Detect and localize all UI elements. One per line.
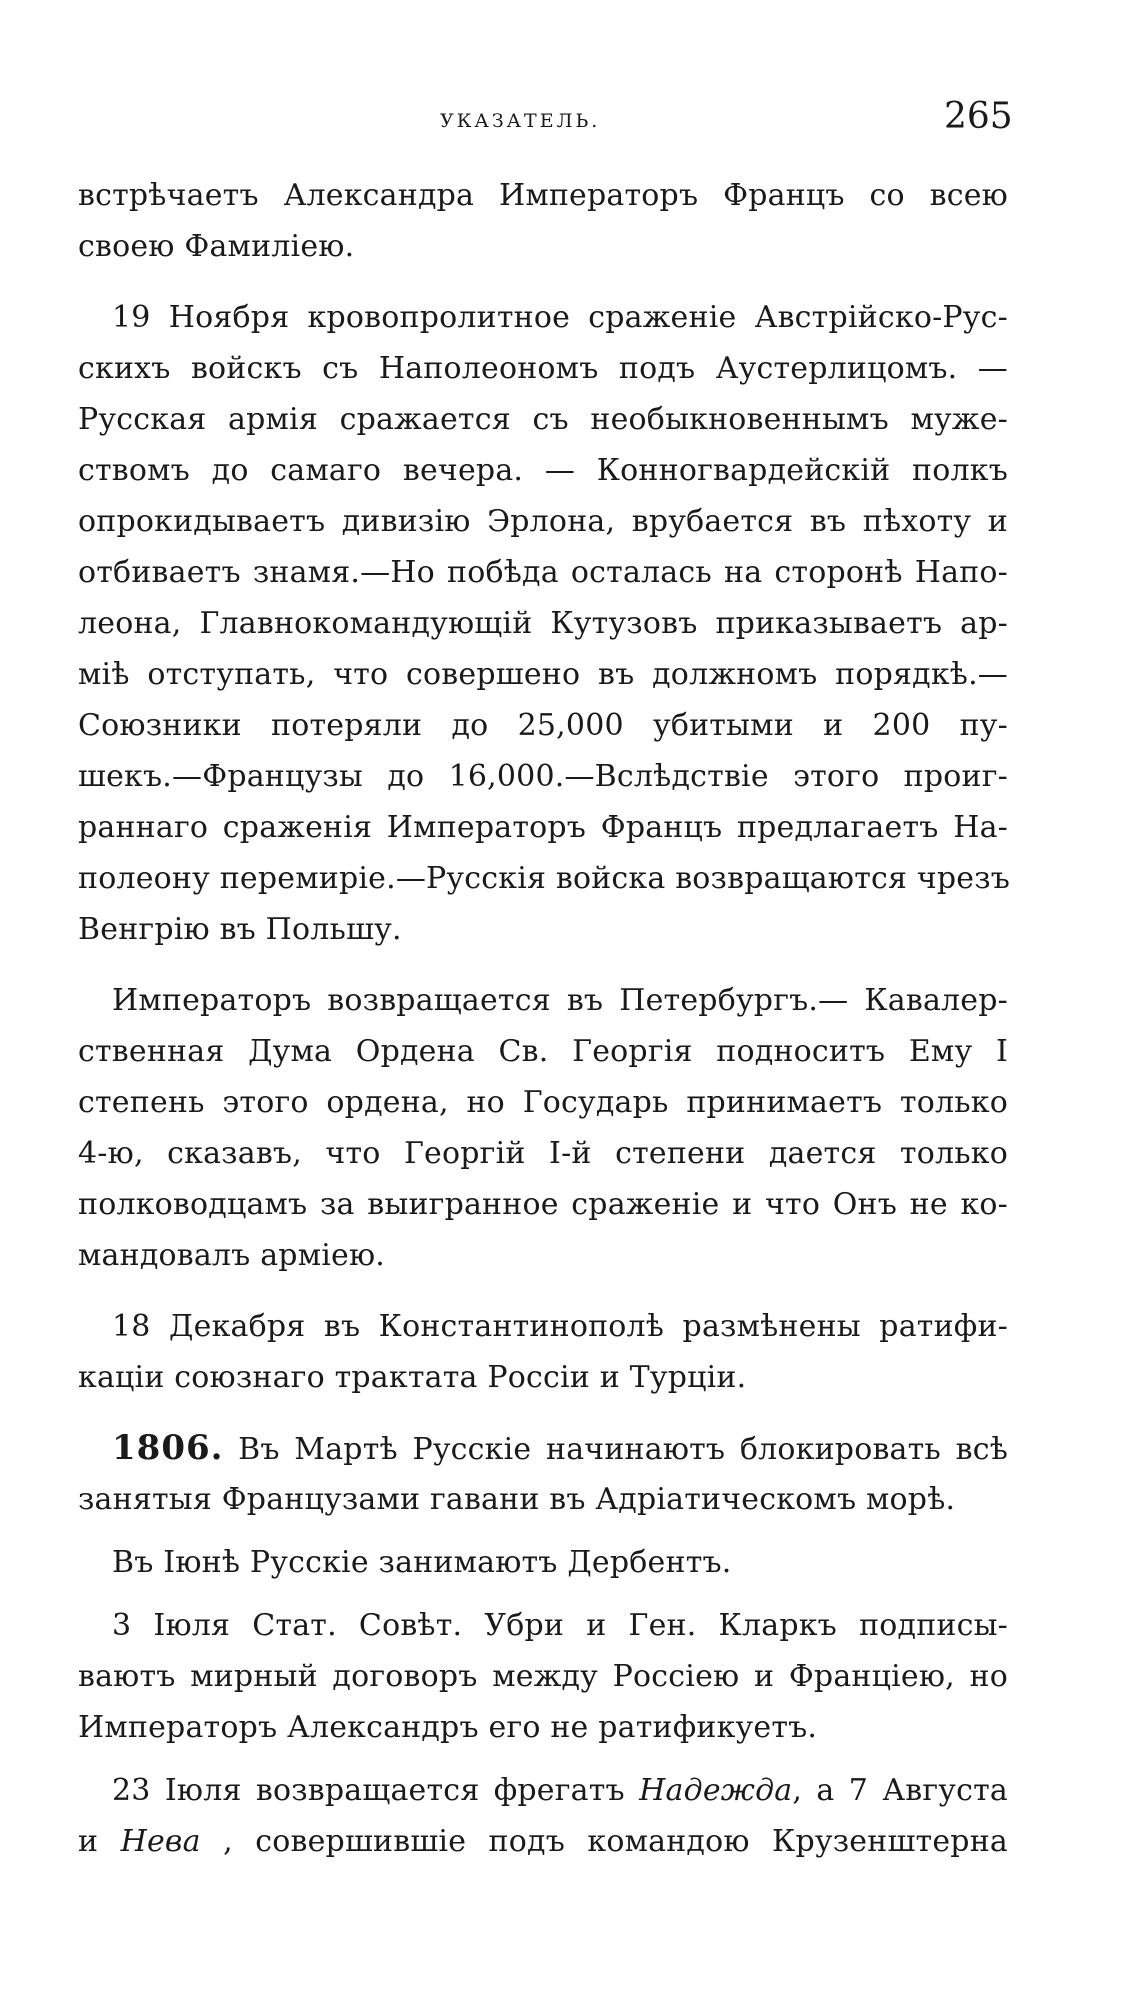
ship-name: Нева bbox=[120, 1824, 201, 1859]
text-line: полководцамъ за выигранное сраженіе и что Онъ не ко- bbox=[78, 1187, 1008, 1222]
text-line: 19 Ноября кровопролитное сраженіе Австрійско-Рус- bbox=[112, 300, 1008, 335]
text-line: своею Фамиліею. bbox=[78, 229, 355, 264]
text-line: Союзники потеряли до 25,000 убитыми и 200 пу- bbox=[78, 708, 1008, 743]
body-text bbox=[78, 170, 1011, 1867]
text-line: Императоръ Александръ его не ратификуетъ. bbox=[78, 1710, 818, 1745]
paragraph bbox=[78, 292, 1011, 955]
text-line: леона, Главнокомандующій Кутузовъ приказываетъ ар- bbox=[78, 606, 1008, 641]
text-line: полеону перемиріе.—Русскія войска возвращаются чрезъ bbox=[78, 861, 1011, 896]
ship-name: Надежда bbox=[639, 1773, 793, 1808]
text-line bbox=[78, 1816, 1008, 1867]
year-heading: 1806. bbox=[112, 1428, 224, 1468]
text-line: скихъ войскъ съ Наполеономъ подъ Аустерлицомъ. — bbox=[78, 351, 1008, 386]
text-fragment: и bbox=[78, 1824, 99, 1859]
running-title: УКАЗАТЕЛЬ. bbox=[440, 110, 601, 132]
paragraph bbox=[78, 1301, 1008, 1403]
text-fragment: , совершившіе подъ командою Крузенштерна bbox=[223, 1824, 1008, 1859]
text-line: каціи союзнаго трактата Россіи и Турціи. bbox=[78, 1360, 747, 1395]
text-line bbox=[78, 1765, 1008, 1816]
text-line: 4-ю, сказавъ, что Георгій I-й степени дается только bbox=[78, 1136, 1008, 1171]
text-line: встрѣчаетъ Александра Императоръ Францъ со всею bbox=[78, 178, 1008, 213]
text-line: степень этого ордена, но Государь принимаетъ только bbox=[78, 1085, 1008, 1120]
page-number: 265 bbox=[944, 96, 1013, 137]
paragraph bbox=[78, 1537, 1008, 1588]
paragraph bbox=[78, 1423, 1008, 1525]
paragraph bbox=[78, 1600, 1008, 1753]
text-line: занятыя Французами гавани въ Адріатическомъ морѣ. bbox=[78, 1482, 956, 1517]
text-line: 3 Іюля Стат. Совѣт. Убри и Ген. Кларкъ подписы- bbox=[112, 1608, 1008, 1643]
text-line: 18 Декабря въ Константинополѣ размѣнены ратифи- bbox=[112, 1309, 1008, 1344]
text-line: Венгрію въ Польшу. bbox=[78, 912, 402, 947]
text-line: отбиваетъ знамя.—Но побѣда осталась на сторонѣ Напо- bbox=[78, 555, 1008, 590]
text-line: опрокидываетъ дивизію Эрлона, врубается въ пѣхоту и bbox=[78, 504, 1008, 539]
text-line: Русская армія сражается съ необыкновеннымъ муже- bbox=[78, 402, 1008, 437]
text-line: міѣ отступать, что совершено въ должномъ порядкѣ.— bbox=[78, 657, 1008, 692]
text-line: ствомъ до самаго вечера. — Конногвардейскій полкъ bbox=[78, 453, 1008, 488]
text-fragment: , а 7 Августа bbox=[792, 1773, 1008, 1808]
text-line: шекъ.—Французы до 16,000.—Вслѣдствіе этого проиг- bbox=[78, 759, 1008, 794]
text-line: мандовалъ арміею. bbox=[78, 1238, 386, 1273]
paragraph bbox=[78, 975, 1008, 1281]
text-line bbox=[78, 1423, 1008, 1474]
text-line: Въ Іюнѣ Русскіе занимаютъ Дербентъ. bbox=[112, 1545, 732, 1580]
text-line: раннаго сраженія Императоръ Францъ предлагаетъ На- bbox=[78, 810, 1008, 845]
text-line: Императоръ возвращается въ Петербургъ.— Кавалер- bbox=[112, 983, 1008, 1018]
text-fragment: Въ Мартѣ Русскіе начинаютъ блокировать всѣ bbox=[238, 1432, 1008, 1467]
text-line: ваютъ мирный договоръ между Россіею и Франціею, но bbox=[78, 1659, 1008, 1694]
paragraph bbox=[78, 170, 1008, 272]
paragraph bbox=[78, 1765, 1008, 1867]
text-fragment: 23 Іюля возвращается фрегатъ bbox=[112, 1773, 625, 1808]
text-line: ственная Дума Ордена Св. Георгія подноситъ Ему I bbox=[78, 1034, 1008, 1069]
